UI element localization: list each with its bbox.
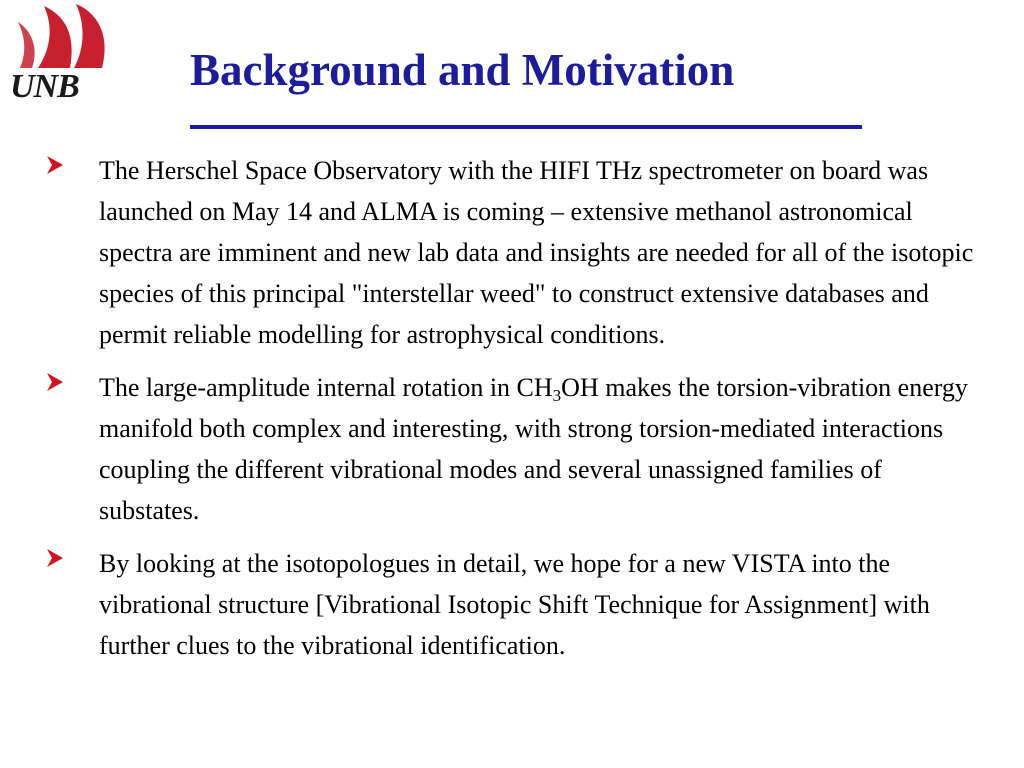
slide-title: Background and Motivation (190, 45, 735, 95)
title-underline (190, 125, 862, 129)
bullet-item (0, 543, 1024, 666)
bullet-text (99, 367, 974, 531)
logo-wordmark: UNB (10, 68, 79, 105)
arrowhead-bullet-icon (45, 547, 65, 569)
arrowhead-bullet-icon (45, 154, 65, 176)
arrowhead-bullet-icon (45, 371, 65, 393)
bullet-text-part: OH makes the torsion-vibration energy manifold both complex and interesting, with strong torsion-mediated interactions coupling the different vibrational modes and several unassigned families of substates. (99, 373, 968, 525)
unb-logo (4, 2, 116, 110)
bullet-list (0, 150, 1024, 678)
subscript-3: 3 (552, 386, 562, 405)
bullet-text: By looking at the isotopologues in detail, we hope for a new VISTA into the vibrational structure [Vibrational Isotopic Shift Technique for Assignment] with further clues to the vibrational identification. (99, 549, 930, 660)
bullet-text-part: The large-amplitude internal rotation in CH (99, 373, 553, 402)
bullet-item (0, 150, 1024, 355)
sail-icon (4, 2, 116, 74)
bullet-text: The Herschel Space Observatory with the HIFI THz spectrometer on board was launched on May 14 and ALMA is coming – extensive methanol astronomical spectra are imminent and new lab data and insights are needed for all of the isotopic species of this principal "interstellar weed" to construct extensive databases and permit reliable modelling for astrophysical conditions. (99, 156, 974, 349)
bullet-item (0, 367, 1024, 531)
